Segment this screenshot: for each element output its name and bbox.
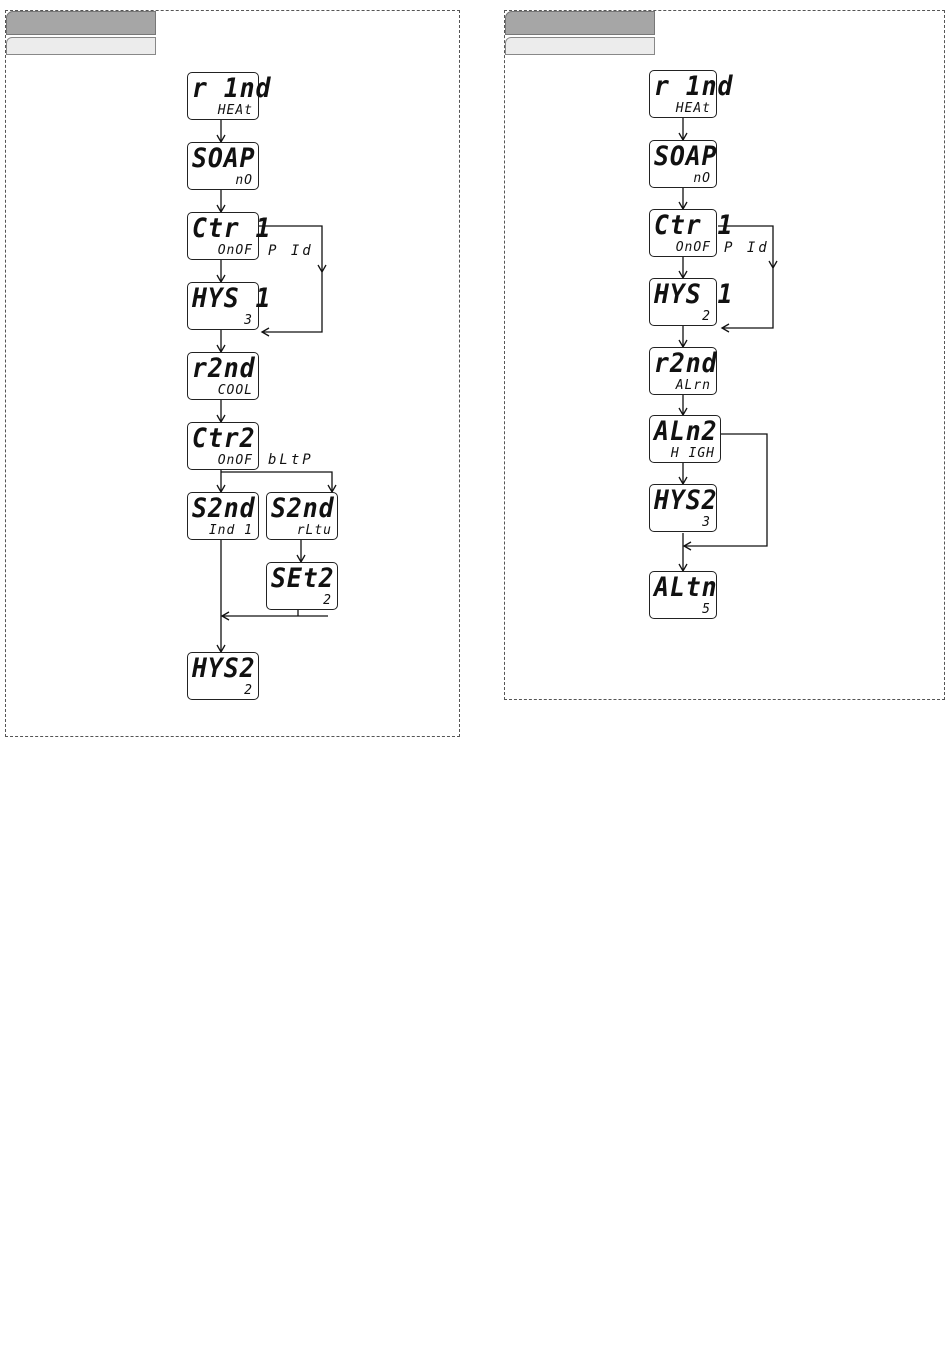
lcd-bottom-text: 2 <box>323 593 332 608</box>
lcd-r-r2nd <box>649 347 717 395</box>
lcd-l-hys2 <box>187 652 259 700</box>
lcd-bottom-text: HEAt <box>217 103 253 118</box>
lcd-r-altn <box>649 571 717 619</box>
lcd-r-r1nd <box>649 70 734 118</box>
branch-label-pid: P Id <box>724 240 770 256</box>
lcd-top-text: Ctr2 <box>192 423 256 454</box>
lcd-bottom-text: OnOF <box>217 243 253 258</box>
lcd-top-text: r2nd <box>192 353 256 384</box>
branch-label-pid: P Id <box>268 243 314 259</box>
lcd-bottom-text: 3 <box>244 313 253 328</box>
lcd-r-hys2 <box>649 484 717 532</box>
lcd-l-ctr1 <box>187 212 272 260</box>
lcd-r-aln2 <box>649 415 721 463</box>
lcd-top-text: r 1nd <box>654 71 734 102</box>
lcd-l-hys1 <box>187 282 272 330</box>
lcd-top-text: r2nd <box>654 348 718 379</box>
lcd-l-set2 <box>266 562 338 610</box>
lcd-top-text: S2nd <box>271 493 335 524</box>
lcd-bottom-text: COOL <box>217 383 253 398</box>
lcd-r-ctr1 <box>649 209 734 257</box>
lcd-bottom-text: rLtu <box>296 523 332 538</box>
lcd-bottom-text: ALrn <box>675 378 711 393</box>
lcd-l-r2nd <box>187 352 259 400</box>
branch-label-bltp: bLtP <box>268 452 314 468</box>
lcd-r-soap <box>649 140 717 188</box>
lcd-top-text: HYS 1 <box>654 279 734 310</box>
lcd-top-text: HYS2 <box>192 653 256 684</box>
lcd-bottom-text: HEAt <box>675 101 711 116</box>
lcd-r-hys1 <box>649 278 734 326</box>
lcd-bottom-text: H IGH <box>670 446 715 461</box>
lcd-bottom-text: OnOF <box>675 240 711 255</box>
lcd-l-r1nd <box>187 72 272 120</box>
lcd-top-text: HYS2 <box>654 485 718 516</box>
lcd-bottom-text: Ind 1 <box>208 523 253 538</box>
lcd-top-text: ALtn <box>654 572 718 603</box>
lcd-l-s2nd-ind1 <box>187 492 259 540</box>
lcd-top-text: ALn2 <box>654 416 718 447</box>
lcd-bottom-text: 3 <box>702 515 711 530</box>
lcd-top-text: r 1nd <box>192 73 272 104</box>
lcd-l-s2nd-rltu <box>266 492 338 540</box>
lcd-l-soap <box>187 142 259 190</box>
lcd-l-ctr2 <box>187 422 259 470</box>
lcd-top-text: HYS 1 <box>192 283 272 314</box>
lcd-top-text: SOAP <box>654 141 718 172</box>
branch-l-ctr2 <box>221 472 332 492</box>
lcd-top-text: Ctr 1 <box>192 213 272 244</box>
lcd-top-text: Ctr 1 <box>654 210 734 241</box>
lcd-bottom-text: nO <box>235 173 253 188</box>
lcd-bottom-text: OnOF <box>217 453 253 468</box>
lcd-bottom-text: nO <box>693 171 711 186</box>
lcd-bottom-text: 5 <box>702 602 711 617</box>
lcd-top-text: SOAP <box>192 143 256 174</box>
lcd-bottom-text: 2 <box>244 683 253 698</box>
lcd-top-text: S2nd <box>192 493 256 524</box>
lcd-bottom-text: 2 <box>702 309 711 324</box>
lcd-top-text: SEt2 <box>271 563 335 594</box>
